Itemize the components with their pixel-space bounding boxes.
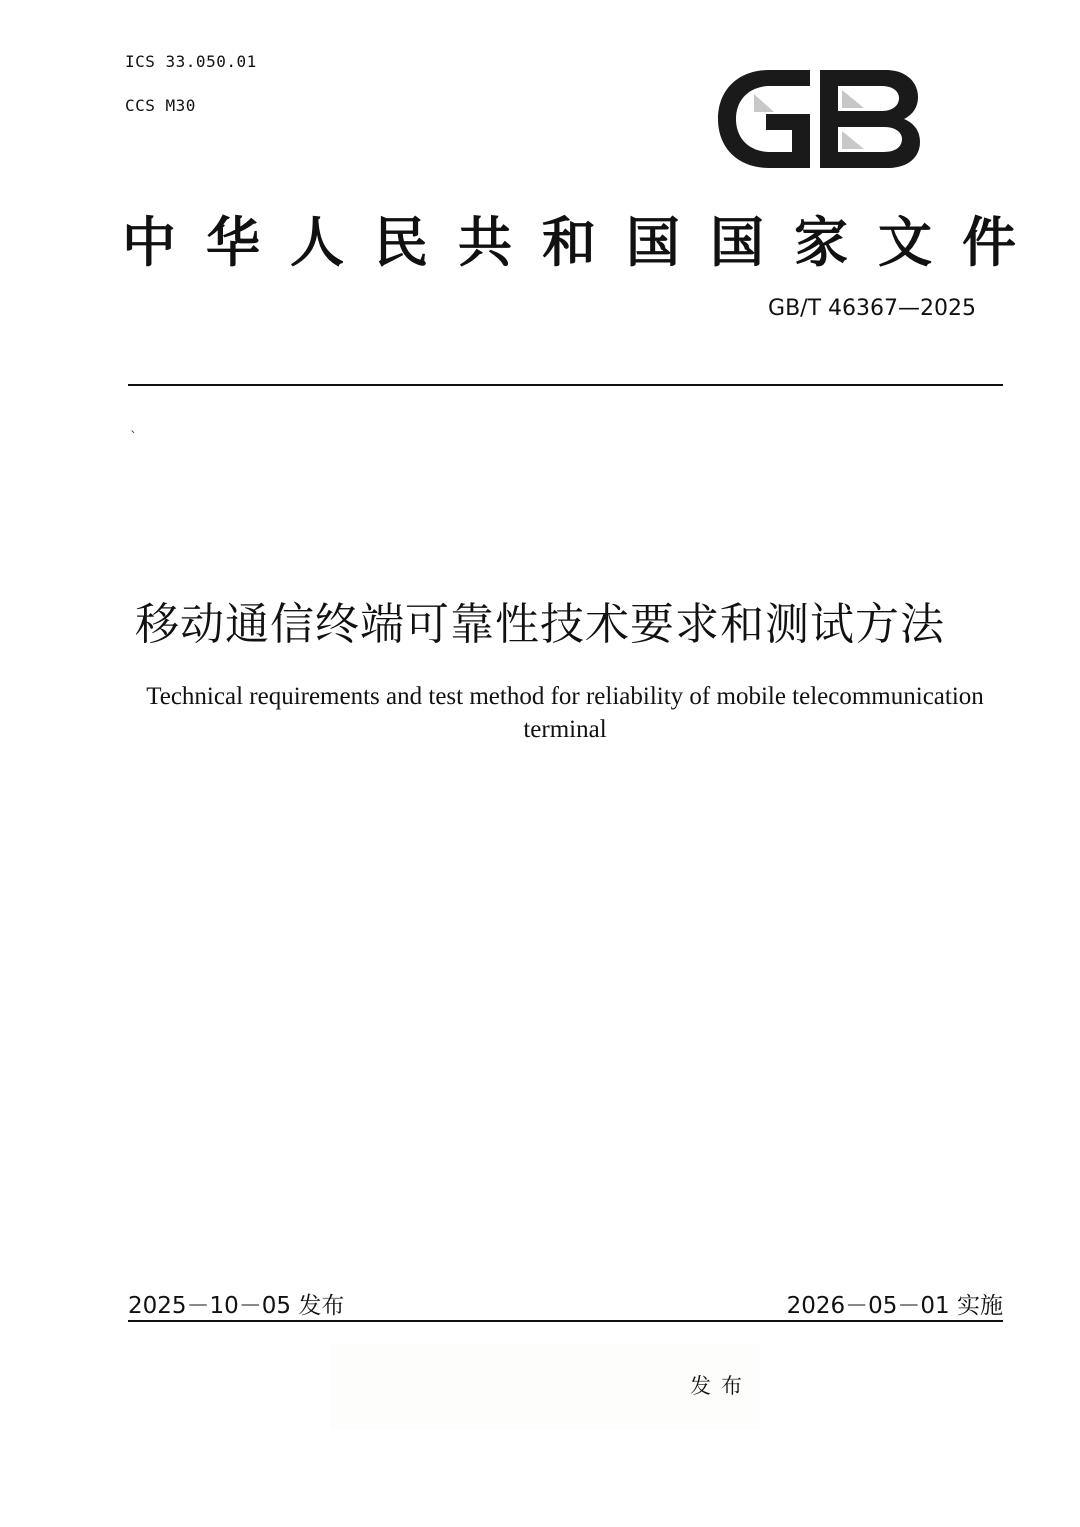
top-divider xyxy=(128,384,1003,386)
stray-mark: ` xyxy=(130,430,137,446)
implementation-date: 2026－05－01 实施 xyxy=(786,1293,1003,1319)
issue-date: 2025－10－05 发布 xyxy=(128,1293,345,1319)
document-type-title: 中华人民共和国国家文件 xyxy=(122,210,1046,274)
ccs-code: CCS M30 xyxy=(125,96,196,115)
ics-code: ICS 33.050.01 xyxy=(125,52,257,71)
gb-logo xyxy=(714,64,924,174)
chinese-title: 移动通信终端可靠性技术要求和测试方法 xyxy=(135,599,945,650)
bottom-divider xyxy=(128,1320,1003,1322)
english-title: Technical requirements and test method for reliability of mobile telecommunication terminal xyxy=(146,683,984,743)
standard-number: GB/T 46367—2025 xyxy=(768,296,976,321)
issue-label: 发布 xyxy=(690,1374,752,1398)
